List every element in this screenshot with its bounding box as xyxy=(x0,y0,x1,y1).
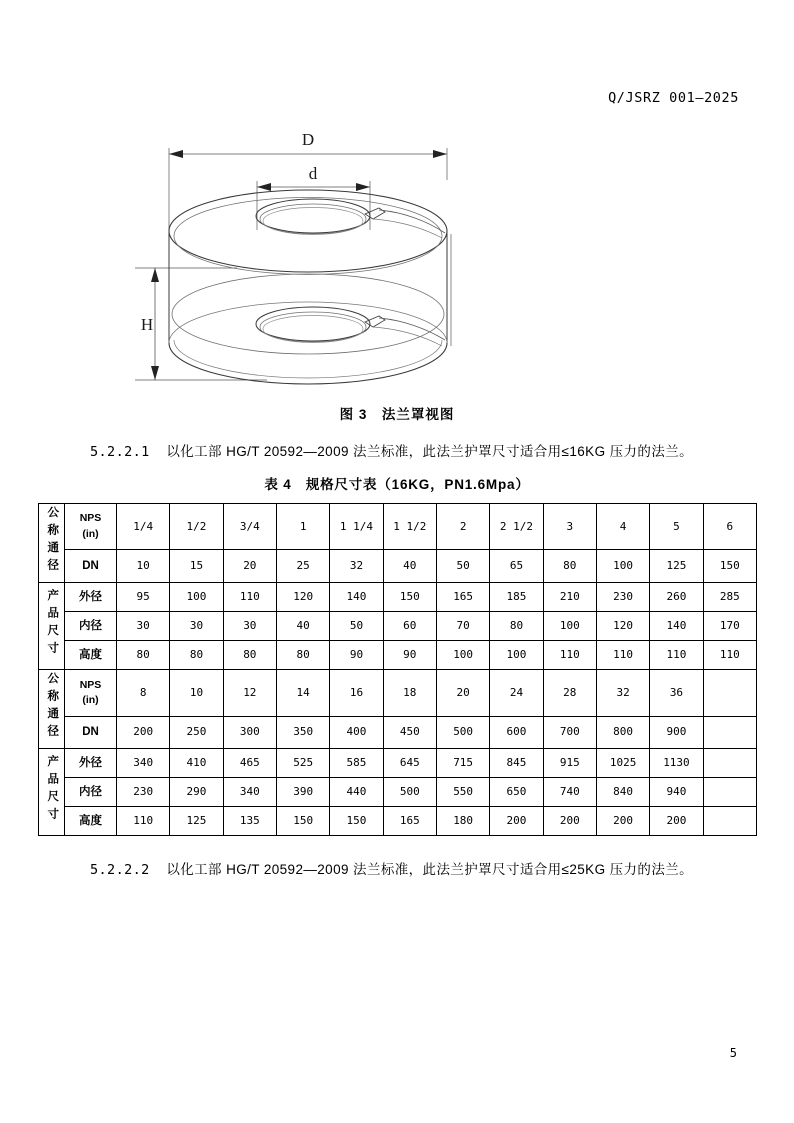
cell: 70 xyxy=(436,612,489,641)
table-row xyxy=(39,583,757,612)
row-label-nps-1: NPS (in) xyxy=(65,504,117,550)
cell: 1130 xyxy=(650,749,703,778)
cell: 32 xyxy=(596,670,649,716)
page-number: 5 xyxy=(729,1046,737,1060)
cell: 200 xyxy=(650,807,703,836)
cell: 100 xyxy=(596,550,649,583)
cell: 340 xyxy=(117,749,170,778)
cell: 10 xyxy=(170,670,223,716)
dimension-label-D: D xyxy=(301,130,315,149)
cell: 50 xyxy=(436,550,489,583)
cell: 1 1/2 xyxy=(383,504,436,550)
cell: 840 xyxy=(596,778,649,807)
cell: 700 xyxy=(543,716,596,749)
cell: 120 xyxy=(276,583,329,612)
cell: 200 xyxy=(543,807,596,836)
cell: 3/4 xyxy=(223,504,276,550)
cell: 350 xyxy=(276,716,329,749)
cell: 125 xyxy=(170,807,223,836)
cell xyxy=(703,670,756,716)
cell: 30 xyxy=(117,612,170,641)
cell: 210 xyxy=(543,583,596,612)
cell: 24 xyxy=(490,670,543,716)
cell: 80 xyxy=(543,550,596,583)
category-label-nominal-diameter-2: 公称通径 xyxy=(39,670,65,749)
cell: 65 xyxy=(490,550,543,583)
cell: 5 xyxy=(650,504,703,550)
row-label-height-2: 高度 xyxy=(65,807,117,836)
cell: 450 xyxy=(383,716,436,749)
cell: 180 xyxy=(436,807,489,836)
cell: 10 xyxy=(117,550,170,583)
cell: 32 xyxy=(330,550,383,583)
cell: 60 xyxy=(383,612,436,641)
cell: 110 xyxy=(650,641,703,670)
cell: 645 xyxy=(383,749,436,778)
cell: 100 xyxy=(543,612,596,641)
row-label-nps-2: NPS (in) xyxy=(65,670,117,716)
cell: 12 xyxy=(223,670,276,716)
cell: 940 xyxy=(650,778,703,807)
cell: 200 xyxy=(596,807,649,836)
cell: 40 xyxy=(383,550,436,583)
cell: 285 xyxy=(703,583,756,612)
cell: 1025 xyxy=(596,749,649,778)
cell xyxy=(703,716,756,749)
cell: 8 xyxy=(117,670,170,716)
cell: 200 xyxy=(117,716,170,749)
cell: 230 xyxy=(596,583,649,612)
cell: 100 xyxy=(436,641,489,670)
cell: 400 xyxy=(330,716,383,749)
clause-number: 5.2.2.2 xyxy=(90,862,150,878)
cell: 1 1/4 xyxy=(330,504,383,550)
cell: 150 xyxy=(330,807,383,836)
cell: 90 xyxy=(383,641,436,670)
cell: 16 xyxy=(330,670,383,716)
cell: 250 xyxy=(170,716,223,749)
table-row xyxy=(39,612,757,641)
cell: 4 xyxy=(596,504,649,550)
cell: 340 xyxy=(223,778,276,807)
clause-5-2-2-1 xyxy=(90,440,740,460)
category-label-product-size-1: 产品尺寸 xyxy=(39,583,65,670)
cell: 150 xyxy=(703,550,756,583)
cell: 650 xyxy=(490,778,543,807)
cell: 110 xyxy=(117,807,170,836)
cell xyxy=(703,778,756,807)
cell: 185 xyxy=(490,583,543,612)
table-title: 表 4 规格尺寸表（16KG，PN1.6Mpa） xyxy=(264,477,530,492)
cell: 845 xyxy=(490,749,543,778)
category-label-product-size-2: 产品尺寸 xyxy=(39,749,65,836)
cell: 30 xyxy=(223,612,276,641)
cell: 15 xyxy=(170,550,223,583)
cell: 2 xyxy=(436,504,489,550)
cell: 600 xyxy=(490,716,543,749)
dimension-label-H: H xyxy=(140,315,154,334)
flange-cover-figure xyxy=(0,118,794,398)
cell: 1 xyxy=(276,504,329,550)
cell: 140 xyxy=(330,583,383,612)
cell: 40 xyxy=(276,612,329,641)
cell: 900 xyxy=(650,716,703,749)
cell: 3 xyxy=(543,504,596,550)
row-label-outer-1: 外径 xyxy=(65,583,117,612)
clause-text: 以化工部 HG/T 20592—2009 法兰标准，此法兰护罩尺寸适合用≤25KG 压力的法兰。 xyxy=(166,862,694,877)
cell: 20 xyxy=(436,670,489,716)
cell: 915 xyxy=(543,749,596,778)
row-label-dn-2: DN xyxy=(65,716,117,749)
dimension-label-d: d xyxy=(308,164,318,183)
cell: 80 xyxy=(276,641,329,670)
cell: 95 xyxy=(117,583,170,612)
clause-text: 以化工部 HG/T 20592—2009 法兰标准，此法兰护罩尺寸适合用≤16KG 压力的法兰。 xyxy=(166,444,694,459)
cell xyxy=(703,749,756,778)
cell: 6 xyxy=(703,504,756,550)
cell: 25 xyxy=(276,550,329,583)
table-row xyxy=(39,716,757,749)
cell: 410 xyxy=(170,749,223,778)
cell: 80 xyxy=(490,612,543,641)
cell: 300 xyxy=(223,716,276,749)
row-label-inner-2: 内径 xyxy=(65,778,117,807)
cell: 585 xyxy=(330,749,383,778)
cell: 110 xyxy=(703,641,756,670)
cell: 28 xyxy=(543,670,596,716)
cell: 110 xyxy=(543,641,596,670)
cell: 30 xyxy=(170,612,223,641)
clause-5-2-2-2 xyxy=(90,858,740,878)
cell: 440 xyxy=(330,778,383,807)
category-label-nominal-diameter-1: 公称通径 xyxy=(39,504,65,583)
cell: 110 xyxy=(223,583,276,612)
table-row xyxy=(39,670,757,716)
cell: 125 xyxy=(650,550,703,583)
cell: 18 xyxy=(383,670,436,716)
cell: 100 xyxy=(170,583,223,612)
cell: 500 xyxy=(436,716,489,749)
cell: 715 xyxy=(436,749,489,778)
clause-number: 5.2.2.1 xyxy=(90,444,150,460)
cell: 50 xyxy=(330,612,383,641)
cell: 1/4 xyxy=(117,504,170,550)
cell: 200 xyxy=(490,807,543,836)
cell: 36 xyxy=(650,670,703,716)
row-label-inner-1: 内径 xyxy=(65,612,117,641)
cell: 80 xyxy=(117,641,170,670)
cell: 1/2 xyxy=(170,504,223,550)
cell: 550 xyxy=(436,778,489,807)
cell: 500 xyxy=(383,778,436,807)
cell: 140 xyxy=(650,612,703,641)
cell xyxy=(703,807,756,836)
cell: 80 xyxy=(170,641,223,670)
table-row xyxy=(39,807,757,836)
table-row xyxy=(39,550,757,583)
cell: 2 1/2 xyxy=(490,504,543,550)
spec-table xyxy=(38,503,757,836)
cell: 90 xyxy=(330,641,383,670)
row-label-outer-2: 外径 xyxy=(65,749,117,778)
cell: 260 xyxy=(650,583,703,612)
standard-code-header: Q/JSRZ 001—2025 xyxy=(608,90,739,106)
cell: 100 xyxy=(490,641,543,670)
cell: 230 xyxy=(117,778,170,807)
cell: 150 xyxy=(383,583,436,612)
cell: 525 xyxy=(276,749,329,778)
cell: 20 xyxy=(223,550,276,583)
cell: 110 xyxy=(596,641,649,670)
cell: 290 xyxy=(170,778,223,807)
cell: 740 xyxy=(543,778,596,807)
table-row xyxy=(39,641,757,670)
cell: 465 xyxy=(223,749,276,778)
cell: 120 xyxy=(596,612,649,641)
cell: 14 xyxy=(276,670,329,716)
table-row xyxy=(39,778,757,807)
row-label-height-1: 高度 xyxy=(65,641,117,670)
cell: 170 xyxy=(703,612,756,641)
cell: 165 xyxy=(383,807,436,836)
figure-caption: 图 3 法兰罩视图 xyxy=(339,407,455,422)
cell: 800 xyxy=(596,716,649,749)
flange-cover-drawing xyxy=(117,118,677,403)
table-row xyxy=(39,504,757,550)
cell: 135 xyxy=(223,807,276,836)
cell: 150 xyxy=(276,807,329,836)
row-label-dn-1: DN xyxy=(65,550,117,583)
cell: 80 xyxy=(223,641,276,670)
cell: 165 xyxy=(436,583,489,612)
table-row xyxy=(39,749,757,778)
cell: 390 xyxy=(276,778,329,807)
